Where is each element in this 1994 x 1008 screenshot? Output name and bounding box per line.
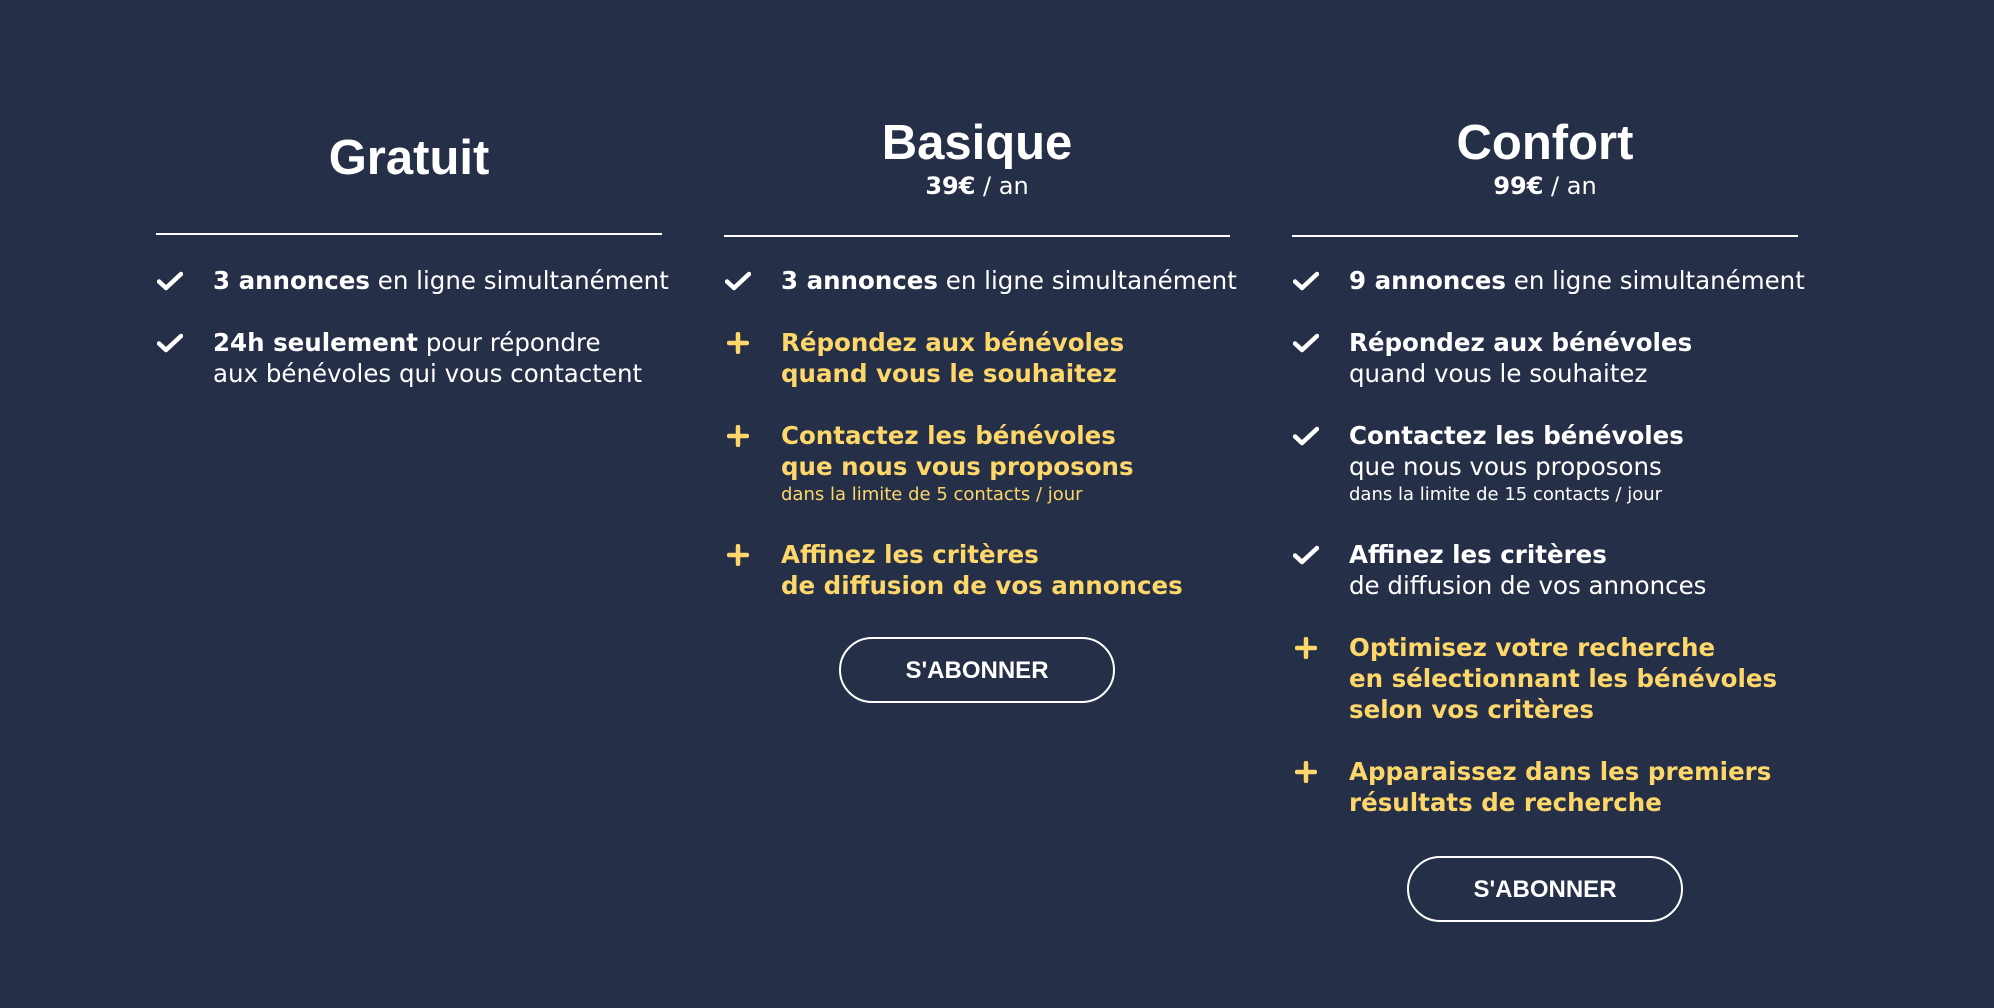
feature-item	[1292, 632, 1798, 725]
check-icon	[724, 269, 752, 293]
feature-highlight: Contactez les bénévoles	[781, 421, 1116, 450]
price-period: / an	[975, 172, 1029, 200]
feature-item	[724, 265, 1237, 296]
feature-line	[1349, 570, 1798, 601]
feature-line	[213, 265, 669, 296]
check-icon	[156, 331, 184, 355]
feature-list	[724, 265, 1237, 601]
plan-divider	[724, 235, 1230, 237]
feature-item	[724, 327, 1230, 389]
feature-note: dans la limite de 5 contacts / jour	[781, 484, 1083, 505]
feature-text: en ligne simultanément	[1506, 266, 1805, 295]
feature-item	[1292, 265, 1805, 296]
plan-header	[1292, 0, 1798, 236]
feature-highlight: Répondez aux bénévoles	[781, 328, 1125, 357]
feature-line	[1349, 632, 1798, 663]
feature-line	[781, 358, 1230, 389]
feature-highlight: Affinez les critères	[1349, 540, 1607, 569]
plan-divider	[156, 233, 662, 235]
check-icon	[1292, 543, 1320, 567]
check-icon	[1292, 331, 1320, 355]
plan-price	[1292, 171, 1798, 201]
subscribe-button[interactable]: S'ABONNER	[839, 637, 1115, 703]
feature-line	[1349, 787, 1798, 818]
feature-text: aux bénévoles qui vous contactent	[213, 359, 643, 388]
price-period: / an	[1543, 172, 1597, 200]
feature-line	[781, 327, 1230, 358]
feature-text: dans les premiers	[1516, 757, 1772, 786]
feature-line	[1349, 420, 1798, 451]
feature-highlight: Contactez les bénévoles	[1349, 421, 1684, 450]
feature-item	[1292, 539, 1798, 601]
plan-card-basique	[724, 0, 1237, 703]
feature-item	[724, 420, 1230, 508]
plus-icon	[724, 543, 752, 567]
check-icon	[1292, 424, 1320, 448]
price-amount: 39€	[925, 172, 976, 200]
feature-line	[1349, 358, 1798, 389]
feature-line	[1349, 451, 1798, 482]
feature-line	[1349, 694, 1798, 725]
feature-list	[1292, 265, 1805, 818]
feature-text: en ligne simultanément	[938, 266, 1237, 295]
price-amount: 99€	[1493, 172, 1544, 200]
feature-line	[781, 570, 1230, 601]
plus-icon	[724, 424, 752, 448]
feature-line	[781, 265, 1237, 296]
button-wrap	[724, 637, 1230, 703]
feature-highlight: quand vous le souhaitez	[781, 359, 1117, 388]
plan-title: Basique	[881, 116, 1073, 170]
button-wrap	[1292, 856, 1798, 922]
plan-price	[724, 171, 1230, 201]
feature-highlight: Répondez aux bénévoles	[1349, 328, 1693, 357]
feature-line	[1349, 539, 1798, 570]
feature-item	[1292, 327, 1798, 389]
feature-text: en ligne simultanément	[370, 266, 669, 295]
plan-title: Gratuit	[328, 131, 490, 185]
feature-highlight: 3 annonces	[213, 266, 370, 295]
feature-line	[781, 451, 1230, 482]
feature-item	[724, 539, 1230, 601]
feature-line	[781, 539, 1230, 570]
feature-item	[1292, 756, 1798, 818]
plan-card-confort	[1292, 0, 1805, 922]
feature-text: pour répondre	[418, 328, 601, 357]
feature-highlight: que nous vous proposons	[781, 452, 1134, 481]
feature-line	[213, 327, 662, 358]
feature-highlight: Optimisez votre recherche	[1349, 633, 1716, 662]
feature-text: que nous vous proposons	[1349, 452, 1662, 481]
subscribe-button[interactable]: S'ABONNER	[1407, 856, 1683, 922]
plus-icon	[1292, 636, 1320, 660]
plan-card-gratuit	[156, 0, 669, 420]
feature-highlight: de diffusion de vos annonces	[781, 571, 1183, 600]
feature-line	[1349, 756, 1798, 787]
feature-text: quand vous le souhaitez	[1349, 359, 1648, 388]
feature-highlight: selon vos critères	[1349, 695, 1594, 724]
feature-highlight: 24h seulement	[213, 328, 419, 357]
feature-list	[156, 265, 669, 389]
check-icon	[156, 269, 184, 293]
feature-highlight: en sélectionnant les bénévoles	[1349, 664, 1778, 693]
feature-line	[1349, 265, 1805, 296]
feature-text: de diffusion de vos annonces	[1349, 571, 1707, 600]
feature-item	[156, 265, 669, 296]
plan-header	[156, 0, 662, 236]
feature-line	[213, 358, 662, 389]
check-icon	[1292, 269, 1320, 293]
feature-line	[1349, 663, 1798, 694]
feature-text: résultats de recherche	[1349, 788, 1662, 817]
plan-divider	[1292, 235, 1798, 237]
feature-note: dans la limite de 15 contacts / jour	[1349, 484, 1663, 505]
plus-icon	[1292, 760, 1320, 784]
feature-line	[1349, 327, 1798, 358]
feature-highlight: Apparaissez	[1349, 757, 1517, 786]
plus-icon	[724, 331, 752, 355]
feature-item	[156, 327, 662, 389]
feature-line	[781, 420, 1230, 451]
plan-title: Confort	[1456, 116, 1634, 170]
feature-highlight: Affinez les critères	[781, 540, 1039, 569]
feature-highlight: 3 annonces	[781, 266, 938, 295]
plan-header	[724, 0, 1230, 236]
feature-highlight: 9 annonces	[1349, 266, 1506, 295]
feature-item	[1292, 420, 1798, 508]
